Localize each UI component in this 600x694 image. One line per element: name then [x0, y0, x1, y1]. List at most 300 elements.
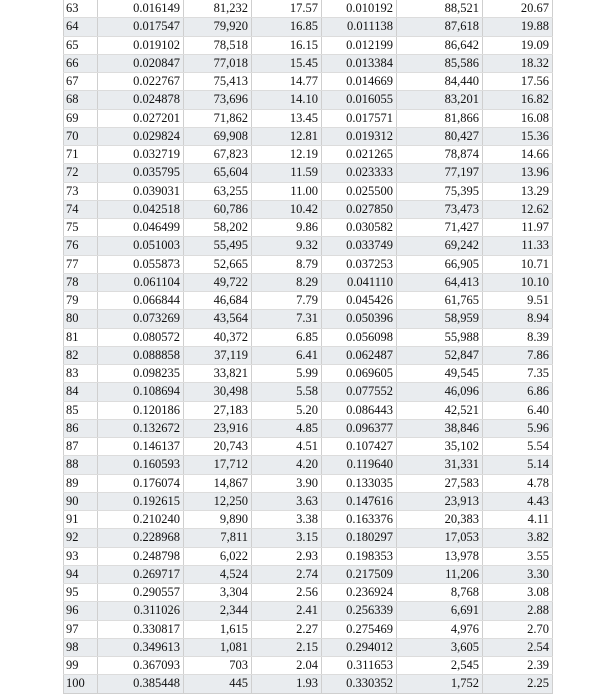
female-probability-cell: 0.041110 — [322, 273, 397, 291]
male-life-expectancy-cell: 3.90 — [252, 474, 322, 492]
female-survivors-cell: 2,545 — [397, 657, 483, 675]
female-life-expectancy-cell: 7.86 — [483, 346, 553, 364]
table-row — [64, 657, 553, 675]
male-life-expectancy-cell: 11.59 — [252, 164, 322, 182]
table-row — [64, 255, 553, 273]
female-life-expectancy-cell: 16.82 — [483, 91, 553, 109]
female-life-expectancy-cell: 2.39 — [483, 657, 553, 675]
age-cell: 91 — [64, 511, 98, 529]
male-survivors-cell: 30,498 — [184, 383, 252, 401]
table-row — [64, 620, 553, 638]
female-survivors-cell: 66,905 — [397, 255, 483, 273]
table-row — [64, 73, 553, 91]
female-life-expectancy-cell: 3.08 — [483, 584, 553, 602]
age-cell: 80 — [64, 310, 98, 328]
male-probability-cell: 0.248798 — [98, 547, 184, 565]
age-cell: 96 — [64, 602, 98, 620]
female-life-expectancy-cell: 3.55 — [483, 547, 553, 565]
table-row — [64, 474, 553, 492]
female-life-expectancy-cell: 11.97 — [483, 219, 553, 237]
female-probability-cell: 0.119640 — [322, 456, 397, 474]
life-table-body — [64, 0, 553, 693]
female-probability-cell: 0.021265 — [322, 146, 397, 164]
female-life-expectancy-cell: 19.88 — [483, 18, 553, 36]
male-probability-cell: 0.032719 — [98, 146, 184, 164]
age-cell: 68 — [64, 91, 98, 109]
male-probability-cell: 0.160593 — [98, 456, 184, 474]
age-cell: 66 — [64, 54, 98, 72]
table-row — [64, 383, 553, 401]
female-survivors-cell: 86,642 — [397, 36, 483, 54]
male-life-expectancy-cell: 5.99 — [252, 365, 322, 383]
table-row — [64, 365, 553, 383]
female-probability-cell: 0.016055 — [322, 91, 397, 109]
male-probability-cell: 0.098235 — [98, 365, 184, 383]
male-probability-cell: 0.024878 — [98, 91, 184, 109]
female-life-expectancy-cell: 2.88 — [483, 602, 553, 620]
age-cell: 75 — [64, 219, 98, 237]
female-probability-cell: 0.180297 — [322, 529, 397, 547]
age-cell: 97 — [64, 620, 98, 638]
male-survivors-cell: 60,786 — [184, 200, 252, 218]
table-row — [64, 401, 553, 419]
female-survivors-cell: 61,765 — [397, 292, 483, 310]
male-life-expectancy-cell: 6.41 — [252, 346, 322, 364]
male-life-expectancy-cell: 9.32 — [252, 237, 322, 255]
table-row — [64, 182, 553, 200]
female-life-expectancy-cell: 6.86 — [483, 383, 553, 401]
female-life-expectancy-cell: 2.25 — [483, 675, 553, 693]
male-survivors-cell: 79,920 — [184, 18, 252, 36]
age-cell: 98 — [64, 638, 98, 656]
table-row — [64, 675, 553, 693]
age-cell: 77 — [64, 255, 98, 273]
male-life-expectancy-cell: 5.20 — [252, 401, 322, 419]
male-survivors-cell: 3,304 — [184, 584, 252, 602]
male-probability-cell: 0.073269 — [98, 310, 184, 328]
male-probability-cell: 0.051003 — [98, 237, 184, 255]
male-survivors-cell: 43,564 — [184, 310, 252, 328]
table-row — [64, 219, 553, 237]
female-survivors-cell: 13,978 — [397, 547, 483, 565]
male-life-expectancy-cell: 12.81 — [252, 127, 322, 145]
male-survivors-cell: 63,255 — [184, 182, 252, 200]
male-survivors-cell: 2,344 — [184, 602, 252, 620]
age-cell: 76 — [64, 237, 98, 255]
female-survivors-cell: 83,201 — [397, 91, 483, 109]
table-row — [64, 109, 553, 127]
male-probability-cell: 0.132672 — [98, 419, 184, 437]
table-row — [64, 602, 553, 620]
age-cell: 88 — [64, 456, 98, 474]
male-survivors-cell: 20,743 — [184, 438, 252, 456]
female-probability-cell: 0.030582 — [322, 219, 397, 237]
age-cell: 85 — [64, 401, 98, 419]
female-survivors-cell: 73,473 — [397, 200, 483, 218]
table-row — [64, 328, 553, 346]
female-probability-cell: 0.013384 — [322, 54, 397, 72]
male-life-expectancy-cell: 4.85 — [252, 419, 322, 437]
female-survivors-cell: 17,053 — [397, 529, 483, 547]
age-cell: 67 — [64, 73, 98, 91]
age-cell: 82 — [64, 346, 98, 364]
male-probability-cell: 0.039031 — [98, 182, 184, 200]
male-probability-cell: 0.017547 — [98, 18, 184, 36]
female-survivors-cell: 27,583 — [397, 474, 483, 492]
male-survivors-cell: 703 — [184, 657, 252, 675]
female-probability-cell: 0.256339 — [322, 602, 397, 620]
table-row — [64, 456, 553, 474]
female-life-expectancy-cell: 4.78 — [483, 474, 553, 492]
female-probability-cell: 0.198353 — [322, 547, 397, 565]
age-cell: 64 — [64, 18, 98, 36]
age-cell: 86 — [64, 419, 98, 437]
age-cell: 73 — [64, 182, 98, 200]
table-row — [64, 127, 553, 145]
female-life-expectancy-cell: 6.40 — [483, 401, 553, 419]
female-life-expectancy-cell: 5.14 — [483, 456, 553, 474]
male-probability-cell: 0.029824 — [98, 127, 184, 145]
male-probability-cell: 0.080572 — [98, 328, 184, 346]
male-survivors-cell: 4,524 — [184, 565, 252, 583]
male-life-expectancy-cell: 2.56 — [252, 584, 322, 602]
female-survivors-cell: 6,691 — [397, 602, 483, 620]
male-life-expectancy-cell: 7.79 — [252, 292, 322, 310]
male-probability-cell: 0.016149 — [98, 0, 184, 18]
age-cell: 72 — [64, 164, 98, 182]
female-survivors-cell: 87,618 — [397, 18, 483, 36]
female-survivors-cell: 81,866 — [397, 109, 483, 127]
male-probability-cell: 0.022767 — [98, 73, 184, 91]
table-row — [64, 565, 553, 583]
male-life-expectancy-cell: 10.42 — [252, 200, 322, 218]
table-row — [64, 638, 553, 656]
female-survivors-cell: 49,545 — [397, 365, 483, 383]
male-life-expectancy-cell: 16.85 — [252, 18, 322, 36]
table-row — [64, 584, 553, 602]
table-row — [64, 438, 553, 456]
female-survivors-cell: 58,959 — [397, 310, 483, 328]
male-probability-cell: 0.035795 — [98, 164, 184, 182]
male-life-expectancy-cell: 16.15 — [252, 36, 322, 54]
male-life-expectancy-cell: 3.15 — [252, 529, 322, 547]
male-probability-cell: 0.290557 — [98, 584, 184, 602]
age-cell: 95 — [64, 584, 98, 602]
male-probability-cell: 0.055873 — [98, 255, 184, 273]
male-life-expectancy-cell: 7.31 — [252, 310, 322, 328]
male-survivors-cell: 9,890 — [184, 511, 252, 529]
female-survivors-cell: 8,768 — [397, 584, 483, 602]
female-survivors-cell: 75,395 — [397, 182, 483, 200]
female-probability-cell: 0.019312 — [322, 127, 397, 145]
female-life-expectancy-cell: 16.08 — [483, 109, 553, 127]
male-life-expectancy-cell: 8.29 — [252, 273, 322, 291]
male-probability-cell: 0.330817 — [98, 620, 184, 638]
male-life-expectancy-cell: 3.63 — [252, 492, 322, 510]
female-life-expectancy-cell: 3.30 — [483, 565, 553, 583]
male-probability-cell: 0.210240 — [98, 511, 184, 529]
female-probability-cell: 0.275469 — [322, 620, 397, 638]
male-life-expectancy-cell: 9.86 — [252, 219, 322, 237]
table-row — [64, 292, 553, 310]
age-cell: 93 — [64, 547, 98, 565]
age-cell: 71 — [64, 146, 98, 164]
female-survivors-cell: 77,197 — [397, 164, 483, 182]
male-life-expectancy-cell: 2.04 — [252, 657, 322, 675]
female-survivors-cell: 88,521 — [397, 0, 483, 18]
male-survivors-cell: 69,908 — [184, 127, 252, 145]
age-cell: 63 — [64, 0, 98, 18]
female-survivors-cell: 11,206 — [397, 565, 483, 583]
male-survivors-cell: 27,183 — [184, 401, 252, 419]
male-survivors-cell: 40,372 — [184, 328, 252, 346]
female-survivors-cell: 55,988 — [397, 328, 483, 346]
male-survivors-cell: 75,413 — [184, 73, 252, 91]
female-probability-cell: 0.056098 — [322, 328, 397, 346]
male-life-expectancy-cell: 4.20 — [252, 456, 322, 474]
female-life-expectancy-cell: 4.11 — [483, 511, 553, 529]
male-survivors-cell: 17,712 — [184, 456, 252, 474]
table-row — [64, 511, 553, 529]
male-probability-cell: 0.146137 — [98, 438, 184, 456]
female-probability-cell: 0.045426 — [322, 292, 397, 310]
male-survivors-cell: 67,823 — [184, 146, 252, 164]
age-cell: 81 — [64, 328, 98, 346]
male-survivors-cell: 445 — [184, 675, 252, 693]
female-probability-cell: 0.011138 — [322, 18, 397, 36]
male-life-expectancy-cell: 17.57 — [252, 0, 322, 18]
age-cell: 78 — [64, 273, 98, 291]
male-survivors-cell: 71,862 — [184, 109, 252, 127]
male-survivors-cell: 78,518 — [184, 36, 252, 54]
female-probability-cell: 0.050396 — [322, 310, 397, 328]
age-cell: 99 — [64, 657, 98, 675]
age-cell: 92 — [64, 529, 98, 547]
table-row — [64, 346, 553, 364]
female-life-expectancy-cell: 2.70 — [483, 620, 553, 638]
female-probability-cell: 0.096377 — [322, 419, 397, 437]
male-probability-cell: 0.228968 — [98, 529, 184, 547]
male-probability-cell: 0.066844 — [98, 292, 184, 310]
male-probability-cell: 0.120186 — [98, 401, 184, 419]
male-life-expectancy-cell: 2.74 — [252, 565, 322, 583]
age-cell: 79 — [64, 292, 98, 310]
female-survivors-cell: 20,383 — [397, 511, 483, 529]
male-life-expectancy-cell: 2.27 — [252, 620, 322, 638]
female-survivors-cell: 35,102 — [397, 438, 483, 456]
table-row — [64, 310, 553, 328]
table-row — [64, 492, 553, 510]
male-probability-cell: 0.367093 — [98, 657, 184, 675]
female-life-expectancy-cell: 18.32 — [483, 54, 553, 72]
male-probability-cell: 0.176074 — [98, 474, 184, 492]
female-life-expectancy-cell: 17.56 — [483, 73, 553, 91]
table-row — [64, 237, 553, 255]
male-survivors-cell: 65,604 — [184, 164, 252, 182]
female-survivors-cell: 84,440 — [397, 73, 483, 91]
age-cell: 94 — [64, 565, 98, 583]
age-cell: 69 — [64, 109, 98, 127]
age-cell: 87 — [64, 438, 98, 456]
male-life-expectancy-cell: 2.93 — [252, 547, 322, 565]
female-life-expectancy-cell: 3.82 — [483, 529, 553, 547]
female-life-expectancy-cell: 10.71 — [483, 255, 553, 273]
male-life-expectancy-cell: 11.00 — [252, 182, 322, 200]
female-probability-cell: 0.086443 — [322, 401, 397, 419]
male-survivors-cell: 37,119 — [184, 346, 252, 364]
female-survivors-cell: 71,427 — [397, 219, 483, 237]
female-probability-cell: 0.294012 — [322, 638, 397, 656]
female-survivors-cell: 31,331 — [397, 456, 483, 474]
male-survivors-cell: 77,018 — [184, 54, 252, 72]
table-row — [64, 273, 553, 291]
female-probability-cell: 0.107427 — [322, 438, 397, 456]
table-row — [64, 529, 553, 547]
female-probability-cell: 0.330352 — [322, 675, 397, 693]
male-life-expectancy-cell: 4.51 — [252, 438, 322, 456]
female-life-expectancy-cell: 14.66 — [483, 146, 553, 164]
female-probability-cell: 0.017571 — [322, 109, 397, 127]
female-probability-cell: 0.012199 — [322, 36, 397, 54]
male-probability-cell: 0.385448 — [98, 675, 184, 693]
female-survivors-cell: 52,847 — [397, 346, 483, 364]
male-probability-cell: 0.019102 — [98, 36, 184, 54]
male-survivors-cell: 58,202 — [184, 219, 252, 237]
male-life-expectancy-cell: 5.58 — [252, 383, 322, 401]
male-survivors-cell: 55,495 — [184, 237, 252, 255]
age-cell: 74 — [64, 200, 98, 218]
female-probability-cell: 0.077552 — [322, 383, 397, 401]
male-life-expectancy-cell: 15.45 — [252, 54, 322, 72]
male-probability-cell: 0.042518 — [98, 200, 184, 218]
female-survivors-cell: 42,521 — [397, 401, 483, 419]
male-survivors-cell: 81,232 — [184, 0, 252, 18]
female-probability-cell: 0.014669 — [322, 73, 397, 91]
male-life-expectancy-cell: 3.38 — [252, 511, 322, 529]
male-life-expectancy-cell: 2.41 — [252, 602, 322, 620]
female-life-expectancy-cell: 10.10 — [483, 273, 553, 291]
table-row — [64, 54, 553, 72]
male-life-expectancy-cell: 13.45 — [252, 109, 322, 127]
male-probability-cell: 0.027201 — [98, 109, 184, 127]
female-life-expectancy-cell: 20.67 — [483, 0, 553, 18]
female-probability-cell: 0.236924 — [322, 584, 397, 602]
female-life-expectancy-cell: 13.29 — [483, 182, 553, 200]
female-probability-cell: 0.023333 — [322, 164, 397, 182]
age-cell: 70 — [64, 127, 98, 145]
life-table — [63, 0, 553, 694]
table-row — [64, 0, 553, 18]
male-life-expectancy-cell: 6.85 — [252, 328, 322, 346]
table-row — [64, 419, 553, 437]
male-survivors-cell: 49,722 — [184, 273, 252, 291]
female-probability-cell: 0.217509 — [322, 565, 397, 583]
female-probability-cell: 0.147616 — [322, 492, 397, 510]
table-row — [64, 91, 553, 109]
male-life-expectancy-cell: 14.10 — [252, 91, 322, 109]
age-cell: 100 — [64, 675, 98, 693]
female-life-expectancy-cell: 8.39 — [483, 328, 553, 346]
female-probability-cell: 0.069605 — [322, 365, 397, 383]
male-probability-cell: 0.088858 — [98, 346, 184, 364]
male-survivors-cell: 7,811 — [184, 529, 252, 547]
male-life-expectancy-cell: 12.19 — [252, 146, 322, 164]
female-survivors-cell: 69,242 — [397, 237, 483, 255]
female-probability-cell: 0.033749 — [322, 237, 397, 255]
age-cell: 90 — [64, 492, 98, 510]
female-life-expectancy-cell: 19.09 — [483, 36, 553, 54]
age-cell: 84 — [64, 383, 98, 401]
male-survivors-cell: 6,022 — [184, 547, 252, 565]
male-probability-cell: 0.020847 — [98, 54, 184, 72]
table-row — [64, 36, 553, 54]
male-life-expectancy-cell: 2.15 — [252, 638, 322, 656]
male-probability-cell: 0.192615 — [98, 492, 184, 510]
male-survivors-cell: 46,684 — [184, 292, 252, 310]
female-life-expectancy-cell: 12.62 — [483, 200, 553, 218]
male-probability-cell: 0.108694 — [98, 383, 184, 401]
male-survivors-cell: 33,821 — [184, 365, 252, 383]
age-cell: 89 — [64, 474, 98, 492]
table-row — [64, 547, 553, 565]
male-survivors-cell: 52,665 — [184, 255, 252, 273]
female-probability-cell: 0.163376 — [322, 511, 397, 529]
female-survivors-cell: 3,605 — [397, 638, 483, 656]
female-survivors-cell: 64,413 — [397, 273, 483, 291]
age-cell: 65 — [64, 36, 98, 54]
table-row — [64, 200, 553, 218]
female-life-expectancy-cell: 13.96 — [483, 164, 553, 182]
female-life-expectancy-cell: 7.35 — [483, 365, 553, 383]
female-probability-cell: 0.025500 — [322, 182, 397, 200]
male-life-expectancy-cell: 14.77 — [252, 73, 322, 91]
female-survivors-cell: 78,874 — [397, 146, 483, 164]
table-row — [64, 164, 553, 182]
male-probability-cell: 0.349613 — [98, 638, 184, 656]
male-probability-cell: 0.269717 — [98, 565, 184, 583]
female-survivors-cell: 46,096 — [397, 383, 483, 401]
female-survivors-cell: 80,427 — [397, 127, 483, 145]
table-row — [64, 146, 553, 164]
female-probability-cell: 0.010192 — [322, 0, 397, 18]
table-row — [64, 18, 553, 36]
male-survivors-cell: 1,615 — [184, 620, 252, 638]
female-survivors-cell: 85,586 — [397, 54, 483, 72]
female-life-expectancy-cell: 5.54 — [483, 438, 553, 456]
female-survivors-cell: 4,976 — [397, 620, 483, 638]
male-survivors-cell: 1,081 — [184, 638, 252, 656]
female-life-expectancy-cell: 15.36 — [483, 127, 553, 145]
female-life-expectancy-cell: 2.54 — [483, 638, 553, 656]
male-life-expectancy-cell: 1.93 — [252, 675, 322, 693]
male-probability-cell: 0.061104 — [98, 273, 184, 291]
female-survivors-cell: 1,752 — [397, 675, 483, 693]
male-survivors-cell: 73,696 — [184, 91, 252, 109]
female-life-expectancy-cell: 11.33 — [483, 237, 553, 255]
male-life-expectancy-cell: 8.79 — [252, 255, 322, 273]
male-survivors-cell: 12,250 — [184, 492, 252, 510]
female-survivors-cell: 38,846 — [397, 419, 483, 437]
female-probability-cell: 0.062487 — [322, 346, 397, 364]
female-life-expectancy-cell: 4.43 — [483, 492, 553, 510]
female-probability-cell: 0.311653 — [322, 657, 397, 675]
female-life-expectancy-cell: 5.96 — [483, 419, 553, 437]
male-survivors-cell: 14,867 — [184, 474, 252, 492]
female-probability-cell: 0.133035 — [322, 474, 397, 492]
female-probability-cell: 0.027850 — [322, 200, 397, 218]
male-probability-cell: 0.311026 — [98, 602, 184, 620]
age-cell: 83 — [64, 365, 98, 383]
